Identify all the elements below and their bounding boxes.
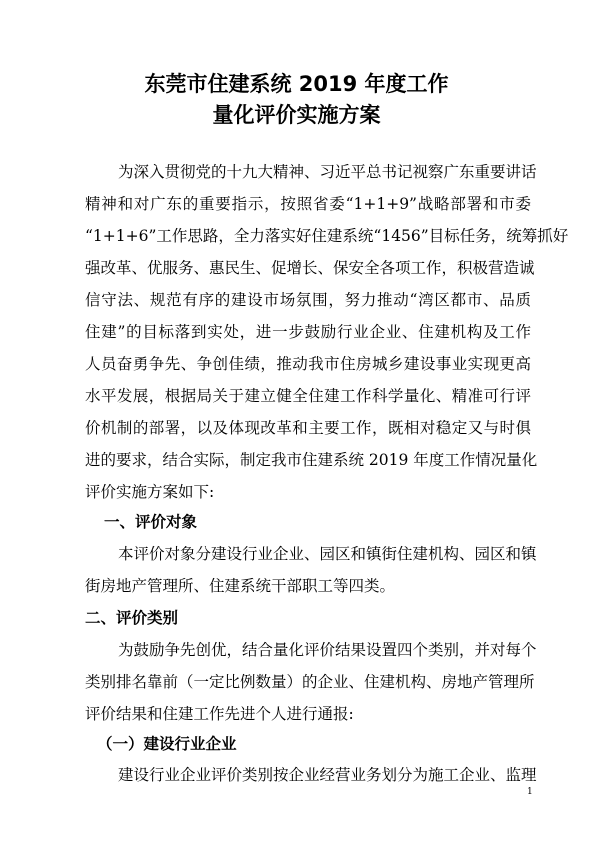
intro-line-4: 强改革、优服务、惠民生、促增长、保安全各项工作，积极营造诚 [85,259,535,277]
section-heading-evaluation-categories: 二、评价类别 [85,609,179,627]
intro-line-6: 住建”的目标落到实处，进一步鼓励行业企业、住建机构及工作 [85,323,531,341]
section-heading-evaluation-targets: 一、评价对象 [104,513,198,531]
section1-line-2: 街房地产管理所、住建系统干部职工等四类。 [85,577,396,595]
intro-line-1: 为深入贯彻党的十九大精神、习近平总书记视察广东重要讲话 [118,163,537,181]
intro-line-2: 精神和对广东的重要指示，按照省委“1+1+9”战略部署和市委 [85,195,531,213]
section2-line-3: 评价结果和住建工作先进个人进行通报: [85,705,354,723]
section1-line-1: 本评价对象分建设行业企业、园区和镇街住建机构、园区和镇 [118,545,537,563]
intro-line-9: 价机制的部署，以及体现改革和主要工作，既相对稳定又与时俱 [85,419,531,437]
intro-line-3: “1+1+6”工作思路，全力落实好住建系统“1456”目标任务，统筹抓好 [85,227,569,245]
intro-line-8: 水平发展，根据局关于建立健全住建工作科学量化、精准可行评 [85,387,531,405]
subsection-heading-construction-enterprises: （一）建设行业企业 [97,734,237,753]
page-number: 1 [527,787,533,797]
intro-line-7: 人员奋勇争先、争创佳绩，推动我市住房城乡建设事业实现更高 [85,355,531,373]
section2-line-1: 为鼓励争先创优，结合量化评价结果设置四个类别，并对每个 [118,641,537,659]
subsection1-line-1: 建设行业企业评价类别按企业经营业务划分为施工企业、监理 [118,766,537,784]
intro-line-5: 信守法、规范有序的建设市场氛围，努力推动“湾区都市、品质 [85,291,531,309]
intro-line-11: 评价实施方案如下: [85,483,215,501]
document-title-line-2: 量化评价实施方案 [212,103,381,127]
intro-line-10: 进的要求，结合实际，制定我市住建系统 2019 年度工作情况量化 [85,451,538,469]
document-title-line-1: 东莞市住建系统 2019 年度工作 [144,72,449,96]
section2-line-2: 类别排名靠前（一定比例数量）的企业、住建机构、房地产管理所 [85,673,535,691]
